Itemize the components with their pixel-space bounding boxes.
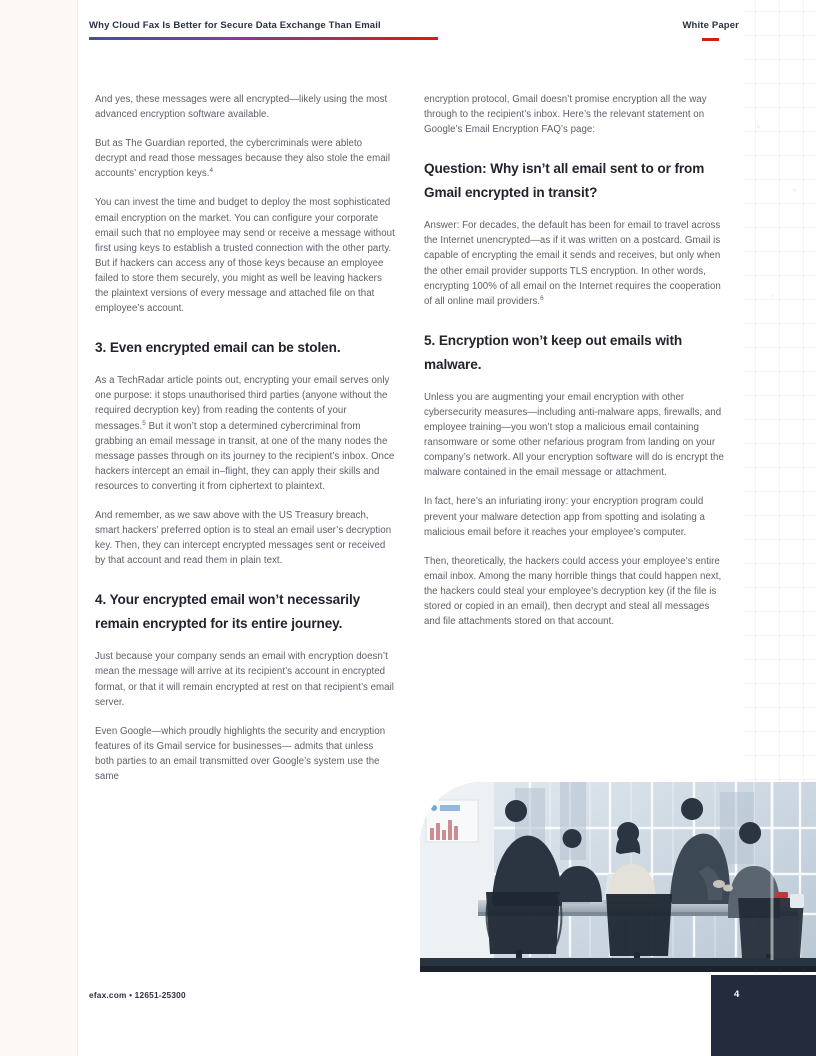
body-paragraph: Unless you are augmenting your email encryption with other cybersecurity measures—including anti-malware apps, firewalls, and employee training—you won’t stop a malicious email containing ransomware or some other nefarious program from landing on your company’s network. All your encryption software will do is encrypt the malware contained in the email message or attachment. xyxy=(424,391,724,479)
section-heading: 3. Even encrypted email can be stolen. xyxy=(95,340,341,356)
footnote-marker: 6 xyxy=(540,294,544,302)
body-paragraph: But as The Guardian reported, the cybercriminals were ableto decrypt and read those messages because they also stole the email accounts’ encryption keys.$^4$ xyxy=(95,138,391,180)
footnote-marker: 4 xyxy=(209,167,214,175)
footer-source-note: efax.com • 12651-25300 xyxy=(89,990,186,1000)
section-heading: 5. Encryption won’t keep out emails with malware. xyxy=(424,332,683,372)
body-paragraph: And yes, these messages were all encrypted—likely using the most advanced encryption software available. xyxy=(95,94,388,121)
body-paragraph: And remember, as we saw above with the US Treasury breach, smart hackers’ preferred option is to steal an email user’s decryption key. Then, they can intercept encrypted messages sent or received by that account and read them in plain text. xyxy=(95,509,392,567)
section-heading: 4. Your encrypted email won’t necessarily remain encrypted for its entire journey. xyxy=(95,592,361,632)
header-kicker-rule xyxy=(702,38,719,41)
header-document-title: Why Cloud Fax Is Better for Secure Data Exchange Than Email xyxy=(89,20,381,31)
body-paragraph: Answer: For decades, the default has been for email to travel across the Internet unencrypted—as if it was written on a postcard. Gmail is capable of encrypting the email it sends and receives, but only when the other email provider supports TLS encryption. In other words, encrypting 100% of all email on the Internet requires the cooperation of all online mail providers.$^6$ xyxy=(424,220,721,307)
page-header xyxy=(89,20,739,44)
body-paragraph: As a TechRadar article points out, encrypting your email serves only one purpose: it stops unauthorised third parties (anyone without the required decryption key) from reading the contents of your messages.$^5$ But it won’t stop a determined cybercriminal from grabbing an email message in transit, at one of the many nodes the message passes through on its journey to the recipient’s inbox. Once hackers intercept an email in–flight, they can apply their skills and resources to converting it from ciphertext to plaintext. xyxy=(95,375,395,492)
right-text-column xyxy=(424,92,724,629)
header-gradient-rule xyxy=(89,37,438,40)
footnote-marker: 5 xyxy=(142,419,146,427)
section-heading: Question: Why isn’t all email sent to or from Gmail encrypted in transit? xyxy=(424,161,705,201)
body-paragraph: Then, theoretically, the hackers could access your employee’s entire email inbox. Among the many horrible things that could happen next, the hackers could steal your employee’s decryption key (if the file is stored or copied in an email), then decrypt and steal all messages and file attachments stored on that account. xyxy=(424,555,722,628)
header-kicker-label: White Paper xyxy=(682,20,739,31)
left-text-column xyxy=(95,92,395,784)
left-margin-strip xyxy=(0,0,78,1056)
body-paragraph: Just because your company sends an email with encryption doesn’t mean the message will arrive at its recipient’s account in encrypted format, or that it will remain encrypted at rest on that recipient’s email server. xyxy=(95,651,395,708)
meeting-photo xyxy=(420,782,816,972)
body-paragraph: You can invest the time and budget to deploy the most sophisticated email encryption on the market. You can configure your corporate email such that no employee may send or receive a message without first using keys to establish a trusted connection with the other party. But if hackers can access any of those keys because an employee failed to store them securely, you might as well be leaving hackers the plaintext versions of every message and attached file on that employee’s account. xyxy=(95,197,395,315)
page-number-badge xyxy=(711,975,816,1056)
body-paragraph: encryption protocol, Gmail doesn’t promise encryption all the way through to the recipient’s inbox. Here’s the relevant statement on Google’s Email Encryption FAQ’s page: xyxy=(424,94,707,136)
body-paragraph: Even Google—which proudly highlights the security and encryption features of its Gmail service for businesses— admits that unless both parties to an email transmitted over Google’s system use the same xyxy=(95,725,386,782)
page-number: 4 xyxy=(734,989,740,1000)
body-paragraph: In fact, here’s an infuriating irony: your encryption program could prevent your malware detection app from spotting and isolating a malicious email before it reaches your employee’s computer. xyxy=(424,496,705,538)
